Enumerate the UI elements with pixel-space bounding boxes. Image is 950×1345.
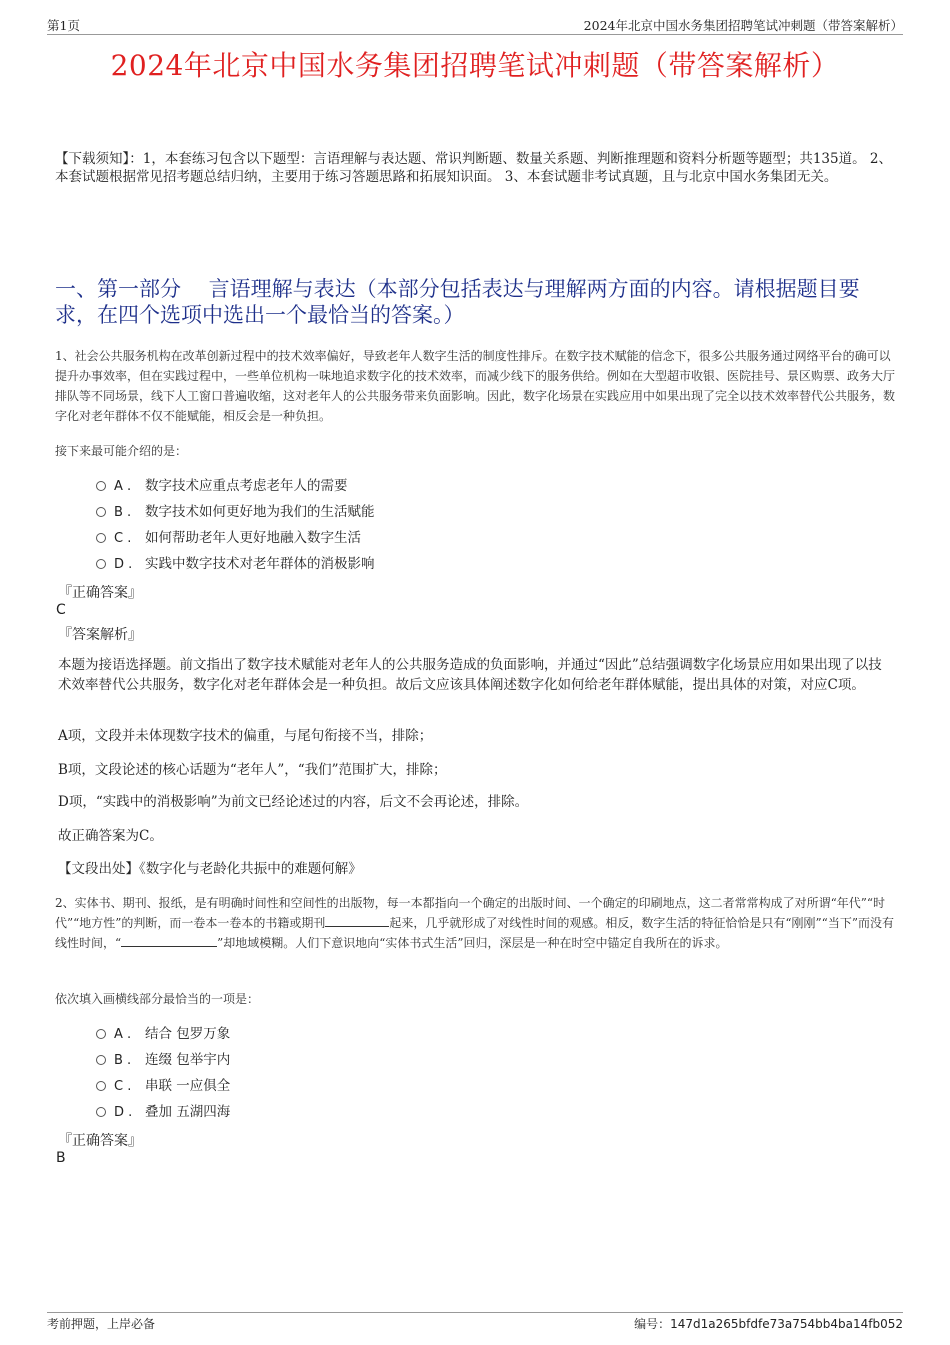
q1-stem: 1、社会公共服务机构在改革创新过程中的技术效率偏好，导致老年人数字生活的制度性排斥。在数字技术赋能的信念下，很多公共服务通过网络平台的确可以提升办事效率，但在实践过程中，一些单位机构一味地追求数字化的技术效率，而减少线下的服务供给。例如在大型超市收银、医院挂号、景区购票、政务大厅排队等不同场景，线下人工窗口普遍收缩，这对老年人的公共服务带来负面影响。因此，数字化场景在实践应用中如果出现了完全以技术效率替代公共服务，数字化对老年群体不仅不能赋能，相反会是一种负担。 (55, 349, 896, 423)
q2-answer: B (56, 1150, 66, 1166)
q1-option-a[interactable]: A . 数字技术应重点考虑老年人的需要 (96, 476, 348, 496)
q1-analysis-b: B项，文段论述的核心话题为“老年人”，“我们”范围扩大，排除； (58, 762, 447, 778)
q2-blank-1[interactable] (325, 914, 389, 927)
radio-icon[interactable] (96, 533, 106, 543)
q2-option-a[interactable]: A . 结合 包罗万象 (96, 1024, 230, 1044)
radio-icon[interactable] (96, 1081, 106, 1091)
q2-option-b[interactable]: B . 连缀 包举宇内 (96, 1050, 230, 1070)
q1-option-d[interactable]: D . 实践中数字技术对老年群体的消极影响 (96, 554, 375, 574)
radio-icon[interactable] (96, 507, 106, 517)
q1-answer-label: 『正确答案』 (58, 585, 142, 601)
q2-answer-label: 『正确答案』 (58, 1133, 142, 1149)
q2-blank-2[interactable] (121, 934, 217, 947)
q1-analysis-a: A项，文段并未体现数字技术的偏重，与尾句衔接不当，排除； (58, 728, 433, 744)
q1-source: 【文段出处】《数字化与老龄化共振中的难题何解》 (58, 861, 362, 877)
radio-icon[interactable] (96, 1107, 106, 1117)
page-footer (47, 1312, 903, 1331)
q2-stem: 2、实体书、期刊、报纸，是有明确时间性和空间性的出版物，每一本都指向一个确定的出版时间、一个确定的印刷地点，这二者常常构成了对所谓“年代”“时代”“地方性”的判断，而一卷本一卷本的书籍或期刊 起来，几乎就形成了对线性时间的观感。相反，数字生活的特征恰恰是只有“刚刚”“当下”而没有线性时间，“ ”却地域模糊。人们下意识地向“实体书式生活”回归，深层是一种在时空中锚定自我所在的诉求。 (55, 896, 894, 950)
radio-icon[interactable] (96, 481, 106, 491)
q2-prompt: 依次填入画横线部分最恰当的一项是： (55, 992, 260, 1006)
q2-option-d[interactable]: D . 叠加 五湖四海 (96, 1102, 230, 1122)
q1-analysis-conclusion: 故正确答案为C。 (58, 828, 163, 844)
q1-prompt: 接下来最可能介绍的是： (55, 444, 188, 458)
page-header (47, 14, 903, 35)
page-number: 第1页 (47, 18, 80, 33)
radio-icon[interactable] (96, 559, 106, 569)
q1-analysis-d: D项，“实践中的消极影响”为前文已经论述过的内容，后文不会再论述，排除。 (58, 794, 529, 810)
q1-option-c[interactable]: C . 如何帮助老年人更好地融入数字生活 (96, 528, 361, 548)
q1-analysis-label: 『答案解析』 (58, 627, 142, 643)
radio-icon[interactable] (96, 1029, 106, 1039)
radio-icon[interactable] (96, 1055, 106, 1065)
q1-option-b[interactable]: B . 数字技术如何更好地为我们的生活赋能 (96, 502, 375, 522)
footer-slogan: 考前押题，上岸必备 (47, 1317, 156, 1331)
download-notice: 【下载须知】：1，本套练习包含以下题型：言语理解与表达题、常识判断题、数量关系题、判断推理题和资料分析题等题型；共135道。 2、本套试题根据常见招考题总结归纳，主要用于练习答题思路和拓展知识面。 3、本套试题非考试真题，且与北京中国水务集团无关。 (55, 151, 892, 185)
q2-option-c[interactable]: C . 串联 一应俱全 (96, 1076, 230, 1096)
q1-answer: C (56, 602, 66, 618)
section-title: 一、第一部分 言语理解与表达（本部分包括表达与理解两方面的内容。请根据题目要求，在四个选项中选出一个最恰当的答案。） (55, 277, 860, 327)
document-title: 2024年北京中国水务集团招聘笔试冲刺题（带答案解析） (110, 49, 840, 82)
footer-code: 编号：147d1a265bfdfe73a754bb4ba14fb052 (634, 1317, 903, 1331)
q1-analysis-paragraph: 本题为接语选择题。前文指出了数字技术赋能对老年人的公共服务造成的负面影响，并通过“因此”总结强调数字化场景应用如果出现了以技术效率替代公共服务，数字化对老年群体会是一种负担。故后文应该具体阐述数字化如何给老年群体赋能，提出具体的对策，对应C项。 (58, 657, 882, 693)
header-doc-title: 2024年北京中国水务集团招聘笔试冲刺题（带答案解析） (583, 18, 903, 33)
